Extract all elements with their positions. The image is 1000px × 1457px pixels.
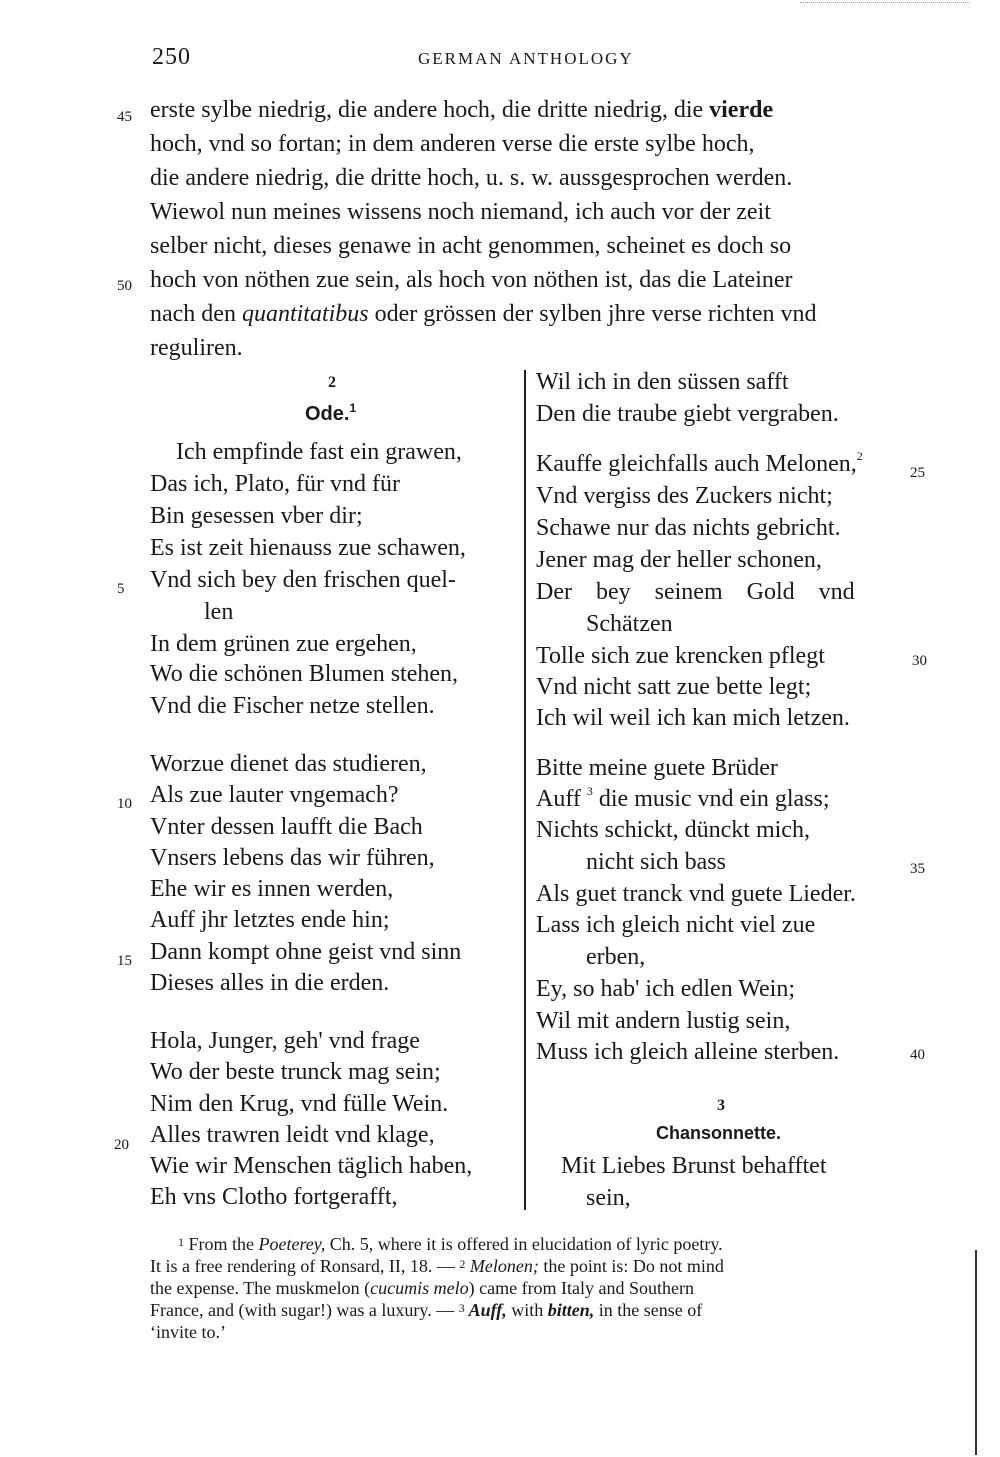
ode-right-line-21: Muss ich gleich alleine sterben. bbox=[536, 1039, 840, 1065]
prose-line-4: Wiewol nun meines wissens noch niemand, ich auch vor der zeit bbox=[150, 199, 771, 225]
chansonnette-line-2: sein, bbox=[586, 1185, 631, 1211]
line-number-5: 5 bbox=[117, 581, 125, 597]
prose-line-7: nach den quantitatibus oder grössen der sylben jhre verse richten vnd bbox=[150, 301, 817, 327]
ode-left-line-22: Wie wir Menschen täglich haben, bbox=[150, 1153, 473, 1179]
line-number-35: 35 bbox=[910, 861, 925, 877]
ode-left-line-14: Ehe wir es innen werden, bbox=[150, 876, 394, 902]
line-number-25: 25 bbox=[910, 465, 925, 481]
ode-left-line-2: Das ich, Plato, für vnd für bbox=[150, 471, 400, 497]
line-number-20: 20 bbox=[114, 1137, 129, 1153]
chansonnette-number: 3 bbox=[717, 1097, 725, 1114]
prose-line-6: hoch von nöthen zue sein, als hoch von nöthen ist, das die Lateiner bbox=[150, 267, 793, 293]
ode-right-line-17: Lass ich gleich nicht viel zue bbox=[536, 912, 816, 938]
ode-left-line-20: Nim den Krug, vnd fülle Wein. bbox=[150, 1091, 449, 1117]
footnote-line-4: France, and (with sugar!) was a luxury. — $^3$ Auff, with bitten, in the sense of bbox=[150, 1300, 703, 1320]
ode-right-line-4: Vnd vergiss des Zuckers nicht; bbox=[536, 483, 833, 509]
ode-left-line-19: Wo der beste trunck mag sein; bbox=[150, 1059, 441, 1085]
ode-title: Ode.$^1$ bbox=[305, 401, 357, 425]
footnote-line-2: It is a free rendering of Ronsard, II, 18. — $^2$ Melonen; the point is: Do not mind bbox=[150, 1256, 724, 1276]
ode-right-line-20: Wil mit andern lustig sein, bbox=[536, 1008, 791, 1034]
ode-right-line-8: Schätzen bbox=[586, 611, 673, 637]
line-number-30: 30 bbox=[912, 653, 927, 669]
ode-left-line-11: Als zue lauter vngemach? bbox=[150, 782, 399, 808]
ode-left-line-7: In dem grünen zue ergehen, bbox=[150, 631, 417, 657]
ode-right-line-3: Kauffe gleichfalls auch Melonen,$^2$ bbox=[536, 449, 863, 477]
prose-line-3: die andere niedrig, die dritte hoch, u. s. w. aussgesprochen werden. bbox=[150, 165, 793, 191]
ode-right-line-10: Vnd nicht satt zue bette legt; bbox=[536, 674, 812, 700]
ode-right-line-6: Jener mag der heller schonen, bbox=[536, 547, 822, 573]
ode-right-line-16: Als guet tranck vnd guete Lieder. bbox=[536, 881, 856, 907]
running-title: GERMAN ANTHOLOGY bbox=[418, 49, 634, 68]
ode-left-line-23: Eh vns Clotho fortgerafft, bbox=[150, 1184, 398, 1210]
line-number-40: 40 bbox=[910, 1047, 925, 1063]
ode-right-line-5: Schawe nur das nichts gebricht. bbox=[536, 515, 841, 541]
footnote-line-3: the expense. The muskmelon (cucumis melo) came from Italy and Southern bbox=[150, 1278, 695, 1298]
ode-right-line-14: Nichts schickt, dünckt mich, bbox=[536, 817, 810, 843]
prose-line-2: hoch, vnd so fortan; in dem anderen verse die erste sylbe hoch, bbox=[150, 131, 755, 157]
footnote-line-1: $^1$ From the Poeterey, Ch. 5, where it is offered in elucidation of lyric poetry. bbox=[178, 1234, 723, 1254]
ode-right-line-11: Ich wil weil ich kan mich letzen. bbox=[536, 705, 850, 731]
ode-left-line-6: len bbox=[204, 599, 234, 625]
ode-left-line-17: Dieses alles in die erden. bbox=[150, 970, 390, 996]
ode-right-line-18: erben, bbox=[586, 944, 646, 970]
chansonnette-line-1: Mit Liebes Brunst behafftet bbox=[561, 1153, 827, 1179]
ode-left-line-10: Worzue dienet das studieren, bbox=[150, 751, 427, 777]
prose-line-1: erste sylbe niedrig, die andere hoch, die dritte niedrig, die vierde bbox=[150, 97, 774, 123]
ode-right-line-15: nicht sich bass bbox=[586, 849, 726, 875]
ode-left-line-15: Auff jhr letztes ende hin; bbox=[150, 907, 390, 933]
ode-left-line-4: Es ist zeit hienauss zue schawen, bbox=[150, 535, 466, 561]
line-number-45: 45 bbox=[117, 109, 132, 125]
ode-left-line-5: Vnd sich bey den frischen quel- bbox=[150, 567, 456, 593]
ode-right-line-19: Ey, so hab' ich edlen Wein; bbox=[536, 976, 795, 1002]
top-edge-mark bbox=[800, 2, 970, 4]
ode-left-line-8: Wo die schönen Blumen stehen, bbox=[150, 661, 459, 687]
ode-right-line-9: Tolle sich zue krencken pflegt bbox=[536, 643, 825, 669]
ode-left-line-3: Bin gesessen vber dir; bbox=[150, 503, 363, 529]
ode-left-line-16: Dann kompt ohne geist vnd sinn bbox=[150, 939, 462, 965]
right-edge-rule bbox=[975, 1250, 977, 1455]
prose-line-5: selber nicht, dieses genawe in acht genommen, scheinet es doch so bbox=[150, 233, 792, 259]
ode-left-line-1: Ich empfinde fast ein grawen, bbox=[176, 439, 462, 465]
line-number-50: 50 bbox=[117, 278, 132, 294]
prose-line-8: reguliren. bbox=[150, 335, 243, 361]
ode-right-line-13: Auff $^3$ die music vnd ein glass; bbox=[536, 784, 830, 812]
ode-left-line-13: Vnsers lebens das wir führen, bbox=[150, 845, 435, 871]
ode-right-line-7: Der bey seinem Gold vnd bbox=[536, 579, 855, 605]
line-number-10: 10 bbox=[117, 796, 132, 812]
ode-number: 2 bbox=[328, 374, 336, 391]
ode-right-line-1: Wil ich in den süssen safft bbox=[536, 369, 789, 395]
ode-right-line-2: Den die traube giebt vergraben. bbox=[536, 401, 839, 427]
footnote-line-5: ‘invite to.’ bbox=[150, 1322, 226, 1342]
ode-right-line-12: Bitte meine guete Brüder bbox=[536, 755, 778, 781]
chansonnette-title: Chansonnette. bbox=[656, 1123, 782, 1143]
page-number: 250 bbox=[152, 44, 191, 70]
column-divider bbox=[524, 370, 526, 1210]
line-number-15: 15 bbox=[117, 953, 132, 969]
ode-left-line-9: Vnd die Fischer netze stellen. bbox=[150, 693, 435, 719]
ode-left-line-21: Alles trawren leidt vnd klage, bbox=[150, 1122, 435, 1148]
ode-left-line-18: Hola, Junger, geh' vnd frage bbox=[150, 1028, 420, 1054]
ode-left-line-12: Vnter dessen laufft die Bach bbox=[150, 814, 423, 840]
